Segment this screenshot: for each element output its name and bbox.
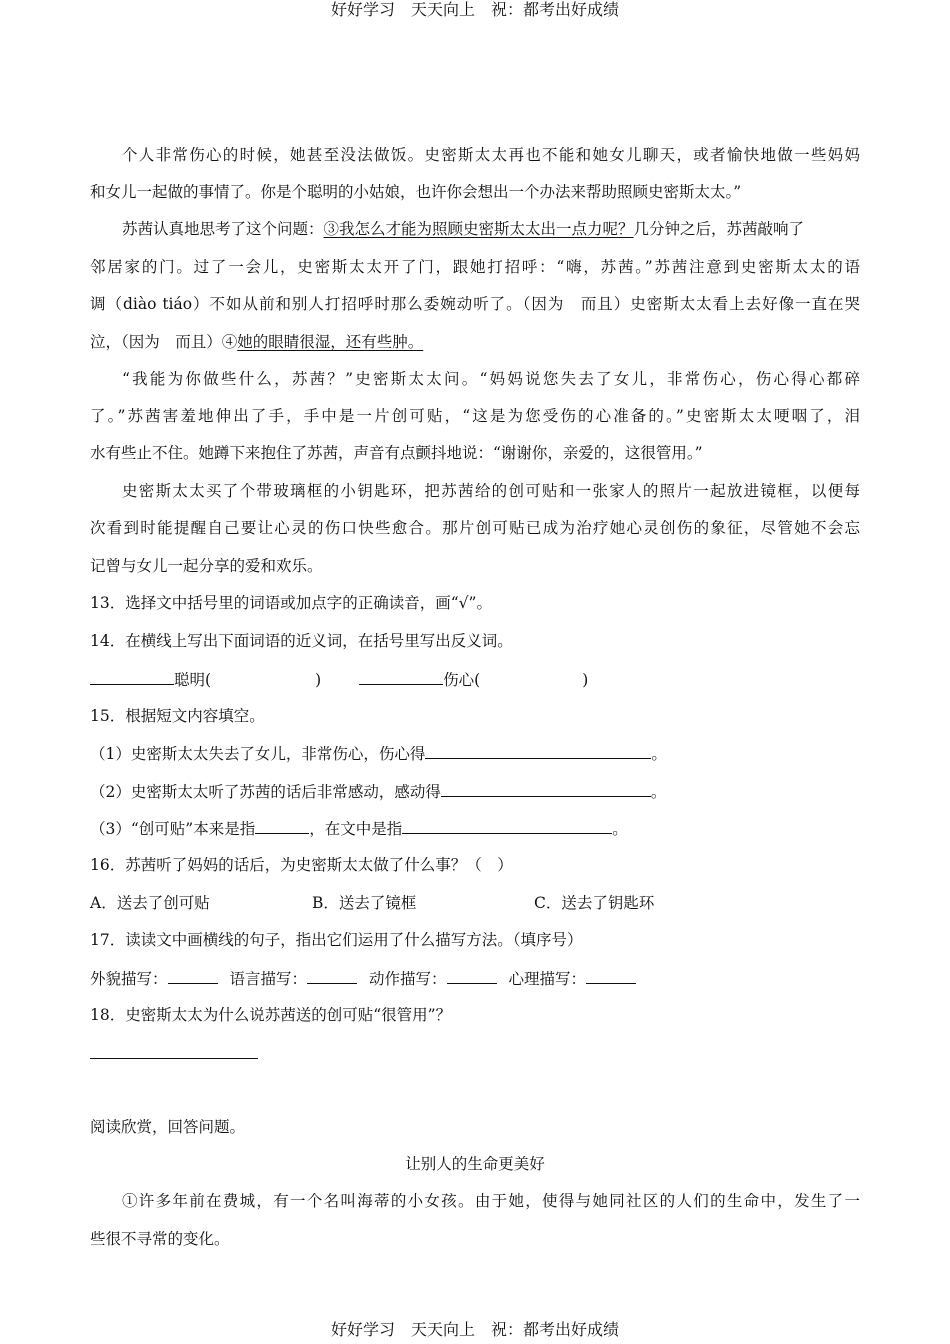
label-psychology: 心理描写： <box>508 970 587 988</box>
passage-line: 了。”苏茜害羞地伸出了手，手中是一片创可贴，“这是为您受伤的心准备的。”史密斯太太哽咽了，泪 <box>90 407 860 425</box>
question-15-3 <box>90 817 860 840</box>
option-a[interactable]: A．送去了创可贴 <box>90 894 210 912</box>
label-action: 动作描写： <box>369 970 447 988</box>
period: 。 <box>612 820 628 838</box>
passage-line: 记曾与女儿一起分享的爱和欢乐。 <box>90 557 323 575</box>
passage-line: 调（diào tiáo）不如从前和别人打招呼时那么委婉动听了。（因为 而且）史密斯太太看上去好像一直在哭 <box>90 295 860 313</box>
answer-blank[interactable] <box>402 817 612 834</box>
passage-line: “我能为你做些什么，苏茜？”史密斯太太问。“妈妈说您失去了女儿，非常伤心，伤心得心都碎 <box>122 370 860 388</box>
answer-blank[interactable] <box>586 967 636 984</box>
page-header: 好好学习 天天向上 祝：都考出好成绩 <box>330 0 619 19</box>
prompt-text: ，在文中是指 <box>309 820 403 838</box>
paren-close: ) <box>582 671 589 689</box>
question-13: 13．选择文中括号里的词语或加点字的正确读音，画“√”。 <box>90 594 492 612</box>
period: 。 <box>651 745 667 763</box>
reading-intro: 阅读欣赏，回答问题。 <box>90 1118 246 1136</box>
answer-blank[interactable] <box>441 780 651 797</box>
passage-line: 个人非常伤心的时候，她甚至没法做饭。史密斯太太再也不能和她女儿聊天，或者愉快地做一些妈妈 <box>122 146 860 164</box>
underlined-sentence-3: ③我怎么才能为照顾史密斯太太出一点力呢？ <box>323 220 634 238</box>
option-b[interactable]: B．送去了镜框 <box>312 894 417 912</box>
question-15-1 <box>90 742 860 765</box>
prompt-text: （1）史密斯太太失去了女儿，非常伤心，伤心得 <box>90 745 426 763</box>
answer-blank[interactable] <box>255 817 309 834</box>
underlined-sentence-4: 她的眼睛很湿，还有些肿。 <box>237 333 424 351</box>
answer-blank[interactable] <box>90 668 174 685</box>
question-16: 16．苏茜听了妈妈的话后，为史密斯太太做了什么事？（ ） <box>90 856 513 874</box>
passage-line: 次看到时能提醒自己要让心灵的伤口快些愈合。那片创可贴已成为治疗她心灵创伤的象征，尽管她不会忘 <box>90 519 860 537</box>
prompt-text: （2）史密斯太太听了苏茜的话后非常感动，感动得 <box>90 783 441 801</box>
period: 。 <box>650 783 667 801</box>
label-appearance: 外貌描写： <box>90 970 168 988</box>
answer-blank[interactable] <box>307 967 357 984</box>
paren-close: ) <box>315 671 322 689</box>
passage-line: 和女儿一起做的事情了。你是个聪明的小姑娘，也许你会想出一个办法来帮助照顾史密斯太太。” <box>90 183 742 201</box>
text-segment: 泣，（因为 而且）④ <box>90 333 238 351</box>
question-15-2 <box>90 780 860 803</box>
passage-line: 邻居家的门。过了一会儿，史密斯太太开了门，跟她打招呼：“嗨，苏茜。”苏茜注意到史密斯太太的语 <box>90 258 860 276</box>
passage-line: ①许多年前在费城，有一个名叫海蒂的小女孩。由于她，使得与她同社区的人们的生命中，发生了一 <box>122 1192 860 1210</box>
text-segment: 几分钟之后，苏茜敲响了 <box>633 220 805 238</box>
word-cong-ming: 聪明( <box>174 671 212 689</box>
passage-line: 史密斯太太买了个带玻璃框的小钥匙环，把苏茜给的创可贴和一张家人的照片一起放进镜框，以便每 <box>122 482 860 500</box>
option-c[interactable]: C．送去了钥匙环 <box>534 894 655 912</box>
passage-title: 让别人的生命更美好 <box>405 1155 545 1173</box>
answer-line[interactable] <box>90 1058 258 1059</box>
question-18: 18．史密斯太太为什么说苏茜送的创可贴“很管用”？ <box>90 1006 452 1024</box>
question-17: 17．读读文中画横线的句子，指出它们运用了什么描写方法。（填序号） <box>90 931 583 949</box>
question-14: 14．在横线上写出下面词语的近义词，在括号里写出反义词。 <box>90 632 513 650</box>
answer-blank[interactable] <box>447 967 497 984</box>
passage-line: 些很不寻常的变化。 <box>90 1230 230 1248</box>
word-shang-xin: 伤心( <box>443 671 481 689</box>
question-17-blanks <box>90 967 860 990</box>
question-14-blanks <box>90 668 860 691</box>
prompt-text: （3）“创可贴”本来是指 <box>90 820 256 838</box>
question-15: 15．根据短文内容填空。 <box>90 707 265 725</box>
question-16-options <box>90 892 860 914</box>
answer-blank[interactable] <box>425 742 651 759</box>
text-segment: 苏茜认真地思考了这个问题： <box>122 220 324 238</box>
passage-line: 水有些止不住。她蹲下来抱住了苏茜，声音有点颤抖地说：“谢谢你，亲爱的，这很管用。” <box>90 444 703 462</box>
answer-blank[interactable] <box>359 668 443 685</box>
label-speech: 语言描写： <box>229 970 308 988</box>
passage-line-with-underline <box>122 218 860 240</box>
page-footer: 好好学习 天天向上 祝：都考出好成绩 <box>330 1320 619 1339</box>
passage-line-with-underline <box>90 331 860 353</box>
answer-blank[interactable] <box>168 967 218 984</box>
